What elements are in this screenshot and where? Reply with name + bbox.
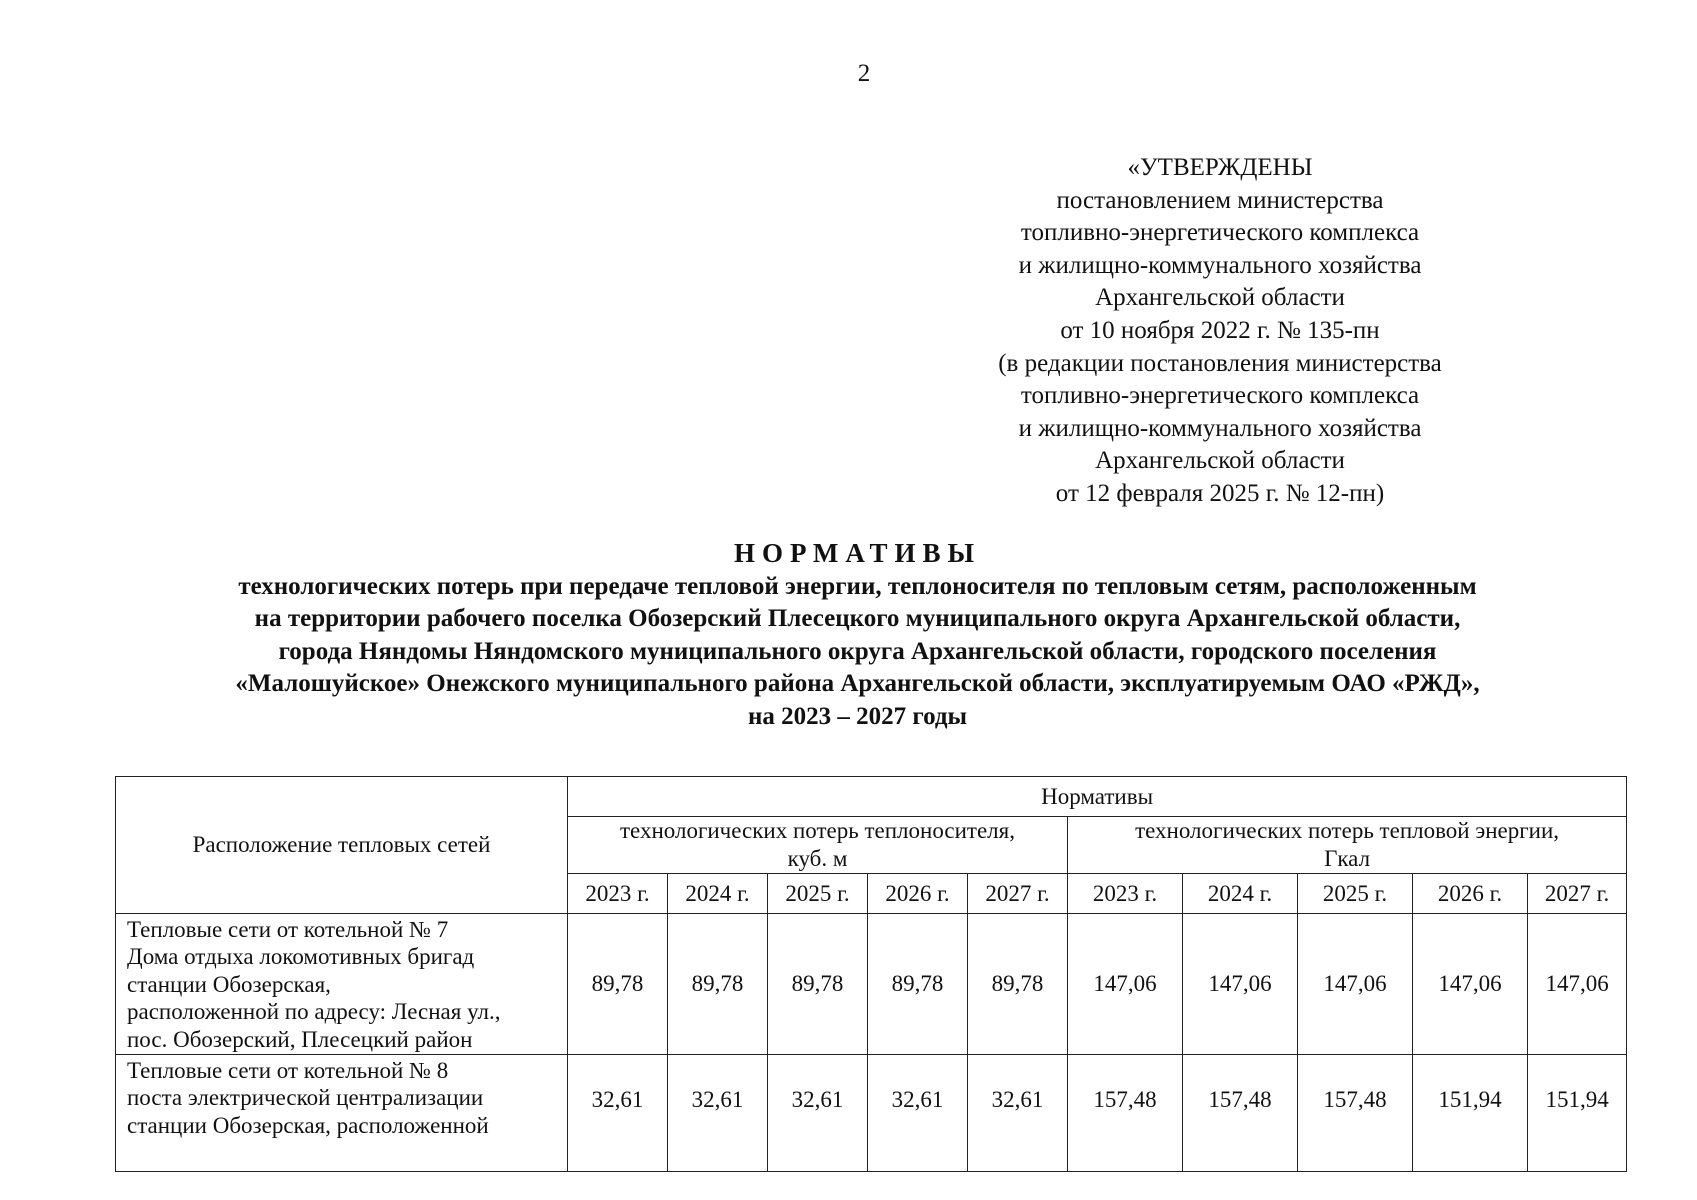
subtitle-line: «Малошуйское» Онежского муниципального района Архангельской области, эксплуатируемым ОАО «РЖД», [235,670,1480,698]
subtitle-line: города Няндомы Няндомского муниципального округа Архангельской области, городского поселения [278,637,1437,665]
document-title: НОРМАТИВЫ [733,538,982,568]
coolant-value-cell: 32,61 [668,1055,768,1172]
coolant-value-cell: 32,61 [868,1055,968,1172]
approval-line: Архангельской области [1095,447,1345,475]
year-header-cell: 2026 г. [868,874,968,914]
year-header-cell: 2027 г. [968,874,1068,914]
energy-value-cell: 147,06 [1528,914,1627,1055]
year-header-cell: 2024 г. [668,874,768,914]
energy-value-cell: 157,48 [1183,1055,1298,1172]
coolant-value-cell: 32,61 [568,1055,668,1172]
table-row [116,1055,1627,1172]
page-number: 2 [857,60,871,87]
header-coolant-unit: куб. м [787,846,848,871]
year-header-cell: 2027 г. [1528,874,1627,914]
coolant-value-cell: 89,78 [968,914,1068,1055]
year-header-cell: 2025 г. [1298,874,1413,914]
coolant-value-cell: 89,78 [668,914,768,1055]
document-subtitle [110,571,1605,733]
year-header-cell: 2024 г. [1183,874,1298,914]
coolant-value-cell: 32,61 [968,1055,1068,1172]
location-line: расположенной по адресу: Лесная ул., [127,999,501,1025]
coolant-value-cell: 32,61 [768,1055,868,1172]
norms-table [115,776,1627,1172]
header-norms: Нормативы [568,777,1627,817]
energy-value-cell: 157,48 [1068,1055,1183,1172]
coolant-value-cell: 89,78 [568,914,668,1055]
header-energy-losses [1068,817,1627,874]
approval-line: и жилищно-коммунального хозяйства [1018,414,1422,442]
location-cell [116,914,568,1055]
year-header-cell: 2026 г. [1413,874,1528,914]
header-energy-unit: Гкал [1324,846,1371,871]
approval-line: топливно-энергетического комплекса [1020,219,1420,247]
year-header-cell: 2023 г. [568,874,668,914]
energy-value-cell: 157,48 [1298,1055,1413,1172]
location-line: станции Обозерская, расположенной [127,1112,489,1138]
subtitle-line: технологических потерь при передаче тепловой энергии, теплоносителя по тепловым сетям, расположенным [238,573,1477,600]
energy-value-cell: 147,06 [1183,914,1298,1055]
approval-stamp-block [970,152,1470,511]
approval-line: от 12 февраля 2025 г. № 12-пн) [1055,479,1385,507]
header-coolant-losses [568,817,1068,874]
approval-line: (в редакции постановления министерства [998,349,1442,377]
header-location: Расположение тепловых сетей [116,777,568,914]
year-header-cell: 2023 г. [1068,874,1183,914]
header-coolant-line: технологических потерь теплоносителя, [620,818,1015,843]
approval-line: постановлением министерства [1056,186,1384,214]
approval-line: Архангельской области [1095,284,1345,312]
approval-line: от 10 ноября 2022 г. № 135-пн [1060,316,1380,344]
location-line: Тепловые сети от котельной № 8 [127,1058,449,1083]
energy-value-cell: 147,06 [1413,914,1528,1055]
subtitle-line: на 2023 – 2027 годы [747,702,968,730]
energy-value-cell: 151,94 [1413,1055,1528,1172]
energy-value-cell: 147,06 [1068,914,1183,1055]
table-row [116,914,1627,1055]
approval-line: топливно-энергетического комплекса [1020,382,1420,410]
approval-line: и жилищно-коммунального хозяйства [1018,251,1422,279]
location-line: пос. Обозерский, Плесецкий район [127,1026,473,1052]
document-heading [110,535,1605,733]
subtitle-line: на территории рабочего поселка Обозерский Плесецкого муниципального округа Архангельской области, [254,605,1461,633]
location-line: Тепловые сети от котельной № 7 [127,917,449,942]
year-header-cell: 2025 г. [768,874,868,914]
energy-value-cell: 147,06 [1298,914,1413,1055]
location-line: станции Обозерская, [127,971,331,997]
header-energy-line: технологических потерь тепловой энергии, [1135,818,1560,843]
location-line: поста электрической централизации [127,1085,484,1111]
coolant-value-cell: 89,78 [868,914,968,1055]
location-line: Дома отдыха локомотивных бригад [127,944,475,970]
location-cell [116,1055,568,1172]
coolant-value-cell: 89,78 [768,914,868,1055]
approval-line: «УТВЕРЖДЕНЫ [1127,154,1313,181]
energy-value-cell: 151,94 [1528,1055,1627,1172]
